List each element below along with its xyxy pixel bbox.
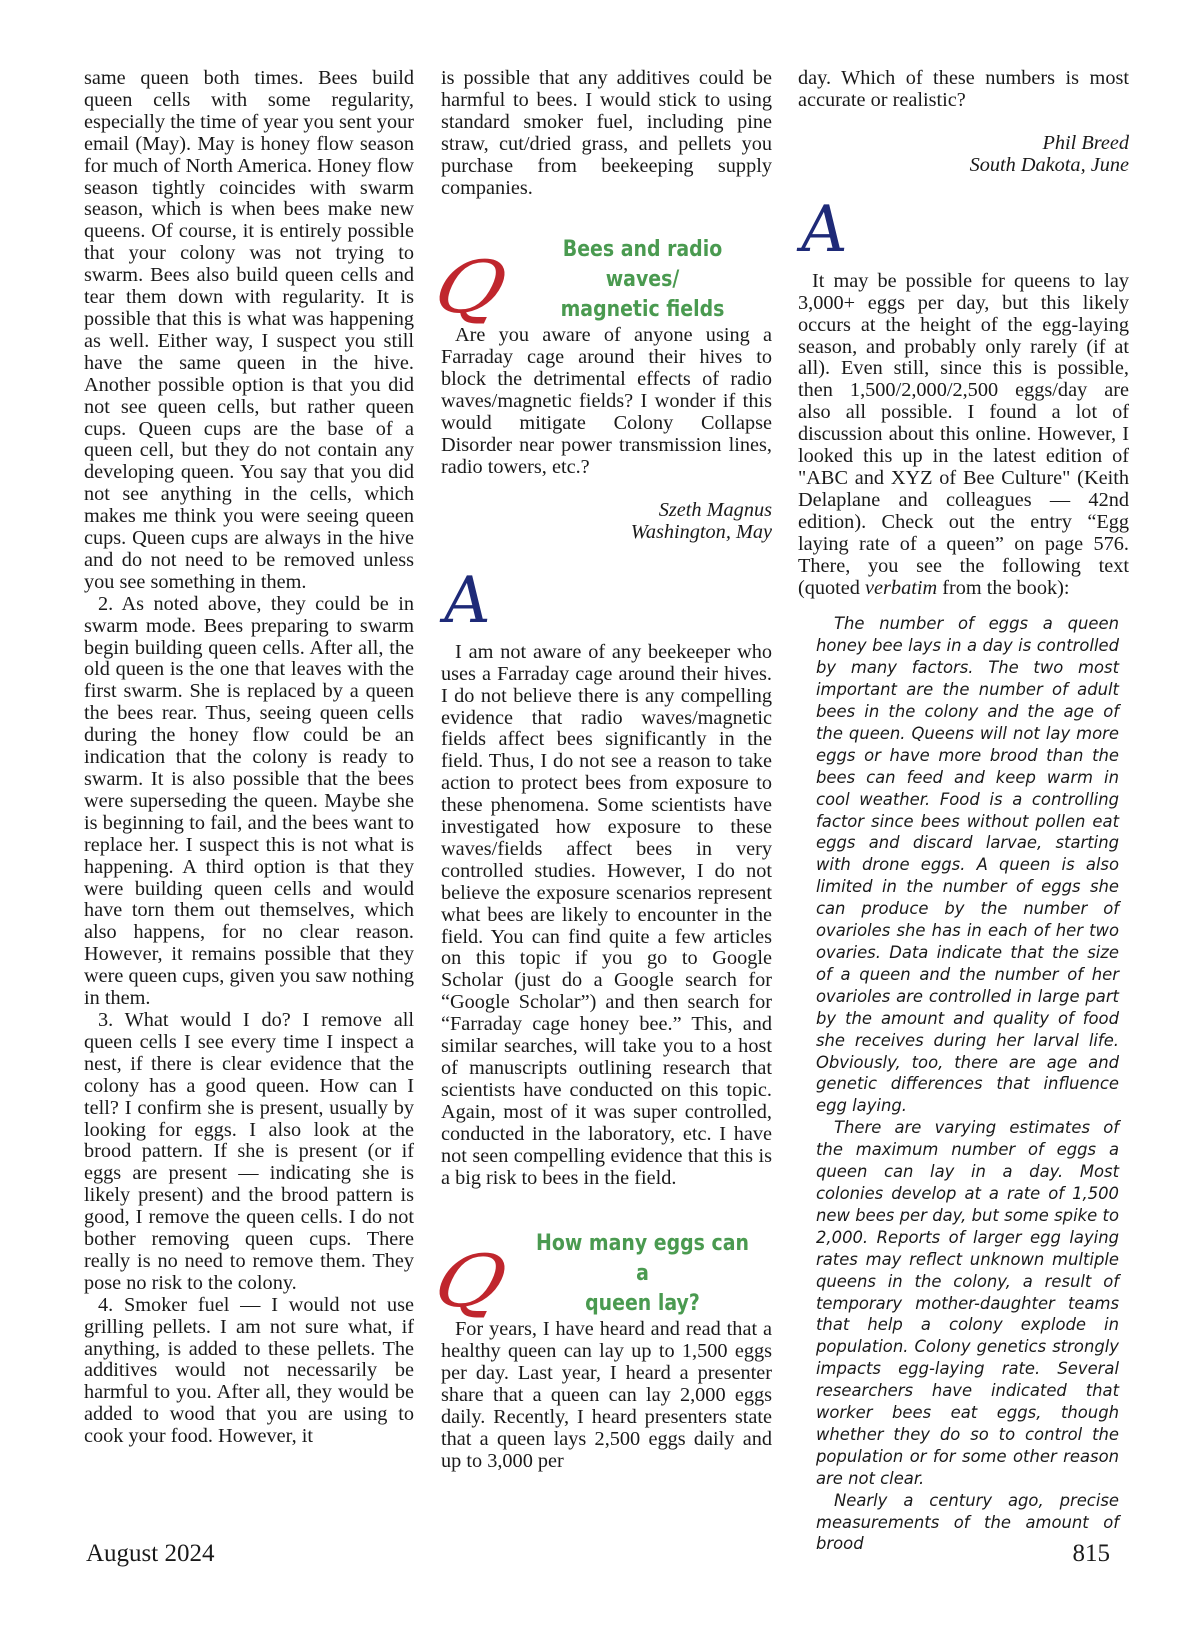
body-paragraph: 3. What would I do? I remove all queen cells I see every time I inspect a nest, if there is clear evidence that the colony has a good queen. How can I tell? I confirm she is present, usually by looking for eggs. I also look at the brood pattern. If she is present (or if eggs are present — indicating she is likely present) and the brood pattern is good, I remove the queen cells. I do not bother removing queen cups. There really is no need to remove them. They pose no risk to the colony. xyxy=(84,1008,414,1294)
signature xyxy=(441,499,772,544)
question-heading xyxy=(426,235,772,330)
quote-paragraph: Nearly a century ago, precise measurements of the amount of brood xyxy=(816,1490,1119,1554)
emphasis: verbatim xyxy=(865,576,938,599)
body-paragraph: 4. Smoker fuel — I would not use grilling pellets. I am not sure what, if anything, is added to these pellets. The additives would not necessarily be harmful to you. After all, they would be added to wood that you are using to cook your food. However, it xyxy=(84,1293,414,1448)
column-3 xyxy=(794,67,1129,1555)
answer-heading xyxy=(794,192,1129,271)
signature-name: Szeth Magnus xyxy=(658,498,772,521)
question-title: How many eggs can a queen lay? xyxy=(535,1231,749,1317)
page-number: 815 xyxy=(1072,1540,1110,1567)
question-title: Bees and radio waves/ magnetic fields xyxy=(560,237,725,323)
quote-paragraph: There are varying estimates of the maximum number of eggs a queen can lay in a day. Most colonies develop at a rate of 1,500 new bees per day, but some spike to 2,000. Reports of larger egg laying rates may reflect unknown multiple queens in the colony, a result of temporary mother-daughter teams that help a colony explode in population. Colony genetics strongly impacts egg-laying rate. Several researchers have indicated that worker bees eat eggs, though whether they do so to control the population or for some other reason are not clear. xyxy=(816,1118,1119,1488)
body-paragraph: same queen both times. Bees build queen cells with some regularity, especially the time of year you sent your email (May). May is honey flow season for much of North America. Honey flow season tightly coincides with swarm season, which is when bees make new queens. Of course, it is entirely possible that your colony was not trying to swarm. Bees also build queen cells and tear them down with regularity. It is possible that this is what was happening as well. Either way, I suspect you still have the same queen in the hive. Another possible option is that you did not see queen cells, but rather queen cups. Queen cups are the base of a queen cell, but they do not contain any developing queen. You say that you did not see anything in the cells, which makes me think you were seeing queen cups. Queen cups are always in the hive and do not need to be removed unless you see something in them. xyxy=(84,67,414,593)
question-letter: Q xyxy=(426,245,515,330)
body-paragraph: 2. As noted above, they could be in swarm mode. Bees preparing to swarm begin building queen cells. After all, the old queen is the one that leaves with the first swarm. She is replaced by a queen the bees rear. Thus, seeing queen cells during the honey flow could be an indication that the colony is ready to swarm. It is also possible that the bees were superseding the queen. Maybe she is beginning to fail, and the bees want to replace her. I suspect this is not what is happening. A third option is that they were building queen cells and would have torn them out themselves, which also happens, for no clear reason. However, it remains possible that they were queen cups, given you saw nothing in them. xyxy=(84,592,414,1010)
answer-heading xyxy=(437,563,772,642)
quote-paragraph: The number of eggs a queen honey bee lays in a day is controlled by many factors. The two most important are the number of adult bees in the colony and the age of the queen. Queens will not lay more eggs or have more brood than the bees can feed and keep warm in cool weather. Food is a controlling factor since bees without pollen eat eggs and discard larvae, starting with drone eggs. A queen is also limited in the number of eggs she can produce by the number of ovarioles she has in each of her two ovaries. Data indicate that the size of a queen and the number of her ovarioles are controlled in large part by the amount and quality of food she receives during her larval life. Obviously, too, there are age and genetic differences that influence egg laying. xyxy=(816,614,1119,1116)
book-quotation xyxy=(816,613,1119,1555)
question-body: For years, I have heard and read that a healthy queen can lay up to 1,500 eggs per day. Last year, I heard a presenter share that a queen can lay 2,000 eggs daily. Recently, I heard presenters state that a queen lays 2,500 eggs daily and up to 3,000 per xyxy=(441,1318,772,1472)
question-body: Are you aware of anyone using a Farraday cage around their hives to block the detrimental effects of radio waves/magnetic fields? I wonder if this would mitigate Colony Collapse Disorder near power transmission lines, radio towers, etc.? xyxy=(441,324,772,478)
answer-letter: A xyxy=(794,192,852,267)
question-heading xyxy=(426,1229,772,1324)
column-1 xyxy=(84,68,414,1448)
answer-body: I am not aware of any beekeeper who uses a Farraday cage around their hives. I do not believe there is any compelling evidence that radio waves/magnetic fields affect bees significantly in the field. Thus, I do not see a reason to take action to protect bees from exposure to these phenomena. Some scientists have investigated how exposure to these waves/fields affect bees in very controlled studies. However, I do not believe the exposure scenarios represent what bees are likely to encounter in the field. You can find quite a few articles on this topic if you go to Google Scholar (just do a Google search for “Google Scholar”) and then search for “Farraday cage honey bee.” This, and similar searches, will take you to a host of manuscripts outlining research that scientists have conducted on this topic. Again, most of it was super controlled, conducted in the laboratory, etc. I have not seen compelling evidence that this is a big risk to bees in the field. xyxy=(441,640,772,1189)
column-2 xyxy=(426,67,772,1473)
signature-place: Washington, May xyxy=(630,521,772,544)
signature xyxy=(798,132,1129,177)
signature-name: Phil Breed xyxy=(1042,131,1129,154)
answer-body: It may be possible for queens to lay 3,000+ eggs per day, but this likely occurs at the height of the egg-laying season, and probably only rarely (if at all). Even still, since this is possible, then 1,500/2,000/2,500 eggs/day are also all possible. I found a lot of discussion about this online. However, I looked this up in the latest edition of "ABC and XYZ of Bee Culture" (Keith Delaplane and colleagues — 42nd edition). Check out the entry “Egg laying rate of a queen” on page 576. There, you see the following text (quoted verbatim from the book): xyxy=(798,269,1129,599)
question-letter: Q xyxy=(426,1239,515,1324)
issue-date: August 2024 xyxy=(86,1540,215,1567)
body-paragraph: is possible that any additives could be harmful to bees. I would stick to using standard smoker fuel, including pine straw, cut/dried grass, and pellets you purchase from beekeeping supply companies. xyxy=(441,67,772,199)
body-paragraph: day. Which of these numbers is most accurate or realistic? xyxy=(798,67,1129,111)
signature-place: South Dakota, June xyxy=(969,154,1129,177)
answer-letter: A xyxy=(437,563,495,638)
